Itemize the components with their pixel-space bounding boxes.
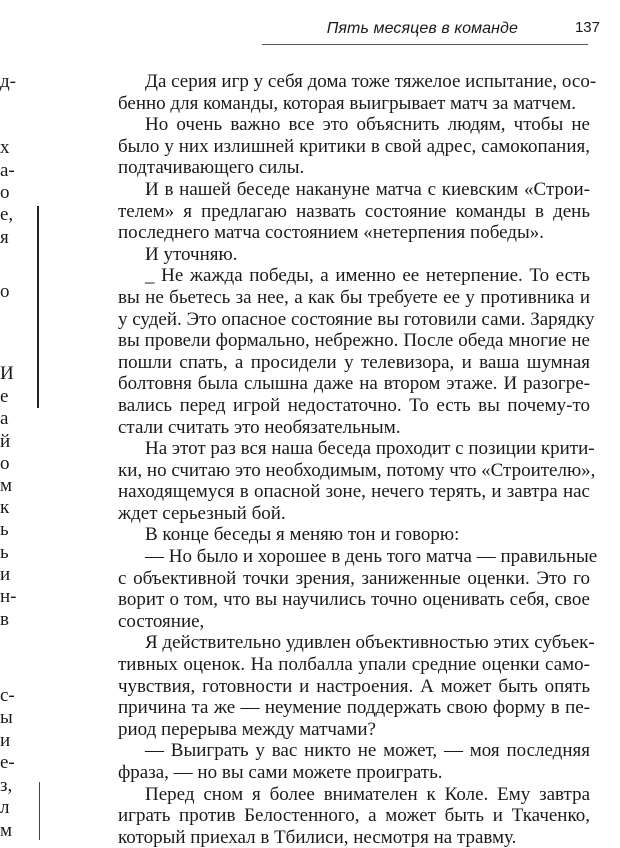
bleed-fragment: з, bbox=[0, 775, 13, 796]
text-line: пошли спать, а просидели у телевизора, и ваша шумная bbox=[118, 351, 590, 373]
previous-page-bleed bbox=[0, 0, 36, 842]
text-line: который приехал в Тбилиси, несмотря на травму. bbox=[118, 826, 517, 848]
paragraph bbox=[118, 179, 590, 244]
text-line: Да серия игр у себя дома тоже тяжелое испытание, осо- bbox=[145, 71, 597, 92]
bleed-fragment: д- bbox=[0, 71, 16, 92]
bleed-fragment: я bbox=[0, 227, 9, 248]
text-line: было у них излишней критики в свой адрес, самокопания, bbox=[118, 135, 590, 157]
text-line: стали считать это необязательным. bbox=[118, 416, 401, 438]
text-line: телем» я предлагаю назвать состояние команды в день bbox=[118, 200, 590, 222]
text-line: риод перерыва между матчами? bbox=[118, 718, 376, 740]
bleed-fragment: е, bbox=[0, 204, 14, 225]
bleed-fragment: е bbox=[0, 386, 9, 407]
bleed-fragment: м bbox=[0, 820, 13, 841]
text-line: На этот раз вся наша беседа проходит с позиции крити- bbox=[145, 438, 595, 460]
paragraph bbox=[118, 524, 590, 546]
text-line: И уточняю. bbox=[145, 243, 238, 265]
bleed-fragment: ы bbox=[0, 707, 13, 728]
text-line: последнего матча состоянием «нетерпения победы». bbox=[118, 222, 544, 244]
text-line: _ Не жажда победы, а именно ее нетерпение. То есть bbox=[145, 265, 590, 287]
bleed-fragment: ь bbox=[0, 542, 9, 563]
text-line: Перед сном я более внимателен к Коле. Ему завтра bbox=[145, 783, 590, 805]
header-rule bbox=[262, 44, 588, 45]
paragraph bbox=[118, 632, 595, 740]
paragraph bbox=[118, 71, 597, 114]
text-line: тивных оценок. На полбалла упали средние оценки само- bbox=[118, 654, 590, 676]
text-line: ждет серьезный бой. bbox=[118, 502, 286, 524]
paragraph bbox=[118, 784, 590, 848]
body-text bbox=[118, 71, 598, 848]
text-line: И в нашей беседе накануне матча с киевским «Строи- bbox=[145, 178, 590, 200]
text-line: болтовня была слышна даже на втором этаже. И разогре- bbox=[118, 373, 590, 395]
running-title: Пять месяцев в команде bbox=[326, 20, 518, 37]
bleed-fragment: о bbox=[0, 453, 10, 474]
text-line: подтачивающего силы. bbox=[118, 157, 305, 179]
bleed-fragment: а- bbox=[0, 160, 15, 181]
paragraph bbox=[118, 740, 590, 783]
bleed-fragment: л bbox=[0, 797, 10, 818]
bleed-fragment: И bbox=[0, 363, 14, 384]
paragraph bbox=[118, 244, 590, 266]
margin-rule-lower bbox=[39, 782, 40, 840]
bleed-fragment: о bbox=[0, 281, 10, 302]
text-line: у судей. Это опасное состояние вы готовили сами. Зарядку bbox=[118, 308, 595, 330]
text-line: причина та же — неумение поддержать свою форму в пе- bbox=[118, 697, 590, 719]
paragraph bbox=[118, 114, 590, 179]
text-line: чувствия, готовности и настроения. А может быть опять bbox=[118, 675, 590, 697]
bleed-fragment: е- bbox=[0, 752, 15, 773]
text-line: играть против Белостенного, а может быть и Ткаченко, bbox=[118, 805, 590, 827]
paragraph bbox=[118, 438, 596, 524]
text-line: вы провели формально, небрежно. После обеда многие не bbox=[118, 330, 590, 352]
text-line: находящемуся в опасной зоне, нечего терять, и завтра нас bbox=[118, 481, 590, 503]
bleed-fragment: о bbox=[0, 182, 10, 203]
bleed-fragment: м bbox=[0, 475, 13, 496]
bleed-fragment: с- bbox=[0, 685, 15, 706]
text-line: состояние, bbox=[118, 610, 205, 632]
bleed-fragment: х bbox=[0, 137, 10, 158]
text-line: бенно для команды, которая выигрывает матч за матчем. bbox=[118, 92, 577, 114]
text-line: ки, но считаю это необходимым, потому что «Строителю», bbox=[118, 459, 596, 481]
text-line: ворит о том, что вы научились точно оценивать себя, свое bbox=[118, 589, 590, 611]
text-line: — Выиграть у вас никто не может, — моя последняя bbox=[145, 740, 590, 762]
bleed-fragment: в bbox=[0, 609, 9, 630]
text-line: Я действительно удивлен объективностью этих субъек- bbox=[145, 632, 595, 654]
paragraph bbox=[118, 265, 595, 438]
bleed-fragment: ь bbox=[0, 519, 9, 540]
bleed-fragment: а bbox=[0, 408, 9, 429]
bleed-fragment: к bbox=[0, 497, 10, 518]
bleed-fragment: й bbox=[0, 431, 11, 452]
text-line: В конце беседы я меняю тон и говорю: bbox=[145, 524, 460, 546]
bleed-fragment: н- bbox=[0, 586, 17, 607]
text-line: с объективной точки зрения, заниженные оценки. Это го bbox=[118, 567, 590, 589]
margin-rule-upper bbox=[37, 206, 39, 408]
bleed-fragment: и bbox=[0, 730, 11, 751]
bleed-fragment: и bbox=[0, 564, 11, 585]
text-line: вы не бьетесь за нее, а как бы требуете ее у противника и bbox=[118, 286, 590, 308]
text-line: — Но было и хорошее в день того матча — правильные bbox=[145, 546, 598, 568]
paragraph bbox=[118, 546, 598, 632]
text-line: фраза, — но вы сами можете проиграть. bbox=[118, 762, 443, 783]
text-line: вались перед игрой недостаточно. То есть вы почему-то bbox=[118, 394, 590, 416]
page-number: 137 bbox=[574, 19, 600, 36]
text-line: Но очень важно все это объяснить людям, чтобы не bbox=[145, 114, 590, 136]
